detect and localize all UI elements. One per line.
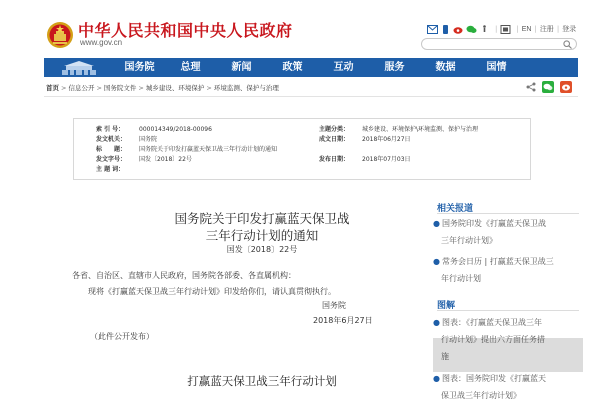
document-number: 国发〔2018〕22号 xyxy=(226,245,298,254)
english-link[interactable]: EN xyxy=(521,25,532,33)
info-row-title xyxy=(96,145,516,155)
mail-icon[interactable] xyxy=(427,25,438,34)
hall-icon xyxy=(44,58,114,77)
nav-interaction[interactable]: 互动 xyxy=(333,62,354,73)
weibo-share-icon[interactable] xyxy=(560,81,572,93)
article-title xyxy=(96,210,428,244)
nav-national-info[interactable]: 国情 xyxy=(486,62,507,73)
wechat-share-icon[interactable] xyxy=(542,81,554,93)
topic-label: 主题分类： xyxy=(319,126,350,133)
graphics-item-1-line1: 图表：《打赢蓝天保卫战三年 xyxy=(441,318,542,327)
site-header xyxy=(0,0,600,52)
info-row-pubdate xyxy=(319,155,529,165)
plan-title: 打赢蓝天保卫战三年行动计划 xyxy=(187,374,337,388)
nav-home-logo[interactable] xyxy=(44,58,114,77)
document-info-table xyxy=(73,118,531,180)
bullet-icon: ● xyxy=(433,318,440,327)
bullet-icon: ● xyxy=(433,374,440,383)
index-value: 000014349/2018-00096 xyxy=(139,126,212,133)
search-box xyxy=(421,38,577,50)
body-paragraph: 现将《打赢蓝天保卫战三年行动计划》印发给你们，请认真贯彻执行。 xyxy=(88,287,336,296)
info-row-docno xyxy=(96,155,296,165)
graphics-item-2[interactable] xyxy=(433,370,581,400)
title-value: 国务院关于印发打赢蓝天保卫战三年行动计划的通知 xyxy=(139,146,278,153)
site-url: www.gov.cn xyxy=(80,38,123,47)
recipients-text: 各省、自治区、直辖市人民政府，国务院各部委、各直属机构： xyxy=(72,271,296,280)
weibo-icon[interactable] xyxy=(453,25,464,34)
wechat-icon[interactable] xyxy=(466,25,477,34)
pubdate-value: 2018年07月03日 xyxy=(362,156,411,163)
site-title[interactable]: 中华人民共和国中央人民政府 xyxy=(78,21,293,40)
graphics-item-1-line2: 行动计划》提出六方面任务措 xyxy=(441,335,545,344)
docno-value: 国发〔2018〕22号 xyxy=(139,156,192,163)
mobile-icon[interactable] xyxy=(440,25,451,34)
breadcrumb-state-council-docs[interactable]: 国务院文件 xyxy=(103,84,137,92)
related-item-1-line1: 国务院印发《打赢蓝天保卫战 xyxy=(441,219,546,228)
graphics-item-1-line3: 施 xyxy=(441,352,449,361)
related-item-1[interactable] xyxy=(433,215,581,249)
public-note: （此件公开发布） xyxy=(90,332,154,341)
breadcrumb: 首页 > 信息公开 > 国务院文件 > 城乡建设、环境保护 > 环境监测、保护与治理 xyxy=(46,84,279,92)
nav-service[interactable]: 服务 xyxy=(384,62,405,73)
date-written-value: 2018年06月27日 xyxy=(362,136,411,143)
login-link[interactable]: 登录 xyxy=(562,26,577,33)
breadcrumb-env-monitoring[interactable]: 环境监测、保护与治理 xyxy=(213,84,279,92)
graphics-item-2-line1: 图表：国务院印发《打赢蓝天 xyxy=(441,374,546,383)
breadcrumb-bar xyxy=(44,79,578,97)
search-icon[interactable] xyxy=(563,40,572,49)
breadcrumb-home[interactable]: 首页 xyxy=(46,84,59,92)
divider xyxy=(437,213,579,214)
info-row-index xyxy=(96,125,296,135)
register-link[interactable]: 注册 xyxy=(539,26,554,33)
related-item-2-line1: 常务会日历 | 打赢蓝天保卫战三 xyxy=(441,257,554,266)
main-nav xyxy=(44,58,578,77)
article-title-line1: 国务院关于印发打赢蓝天保卫战 xyxy=(174,211,350,226)
index-label: 索 引 号： xyxy=(96,126,125,133)
graphics-heading: 图解 xyxy=(437,301,456,311)
related-reports-heading: 相关报道 xyxy=(437,204,474,214)
signer: 国务院 xyxy=(322,301,346,310)
sign-date: 2018年6月27日 xyxy=(313,316,373,325)
title-label: 标 题： xyxy=(96,146,127,153)
search-input[interactable] xyxy=(430,48,560,58)
traditional-chinese-icon[interactable] xyxy=(500,25,511,34)
image-overlay xyxy=(433,338,583,372)
bullet-icon: ● xyxy=(433,219,440,228)
info-row-topic xyxy=(319,125,529,135)
issuer-value: 国务院 xyxy=(139,136,158,143)
breadcrumb-urban-env[interactable]: 城乡建设、环境保护 xyxy=(145,84,205,92)
keyword-label: 主 题 词： xyxy=(96,166,125,173)
graphics-item-2-line2: 保卫战三年行动计划》 xyxy=(441,391,521,400)
nav-state-council[interactable]: 国务院 xyxy=(124,62,155,73)
issuer-label: 发文机关： xyxy=(96,136,127,143)
nav-premier[interactable]: 总理 xyxy=(180,62,201,73)
nav-policy[interactable]: 政策 xyxy=(282,62,303,73)
related-item-1-line2: 三年行动计划》 xyxy=(441,236,497,245)
topic-value: 城乡建设、环境保护\环境监测、保护与治理 xyxy=(362,126,479,133)
nav-news[interactable]: 新闻 xyxy=(231,62,252,73)
national-emblem-icon xyxy=(45,20,75,50)
date-written-label: 成文日期： xyxy=(319,136,350,143)
related-item-2[interactable] xyxy=(433,253,581,287)
article-title-line2: 三年行动计划的通知 xyxy=(205,228,319,243)
info-row-issuer xyxy=(96,135,296,145)
info-row-keywords xyxy=(96,165,296,175)
docno-label: 发文字号： xyxy=(96,156,127,163)
accessibility-icon[interactable] xyxy=(479,25,490,34)
pubdate-label: 发布日期： xyxy=(319,156,350,163)
breadcrumb-info-public[interactable]: 信息公开 xyxy=(68,84,95,92)
divider xyxy=(437,310,579,311)
nav-data[interactable]: 数据 xyxy=(435,62,456,73)
bullet-icon: ● xyxy=(433,257,440,266)
related-item-2-line2: 年行动计划 xyxy=(441,274,481,283)
share-buttons xyxy=(526,81,572,93)
share-icon[interactable] xyxy=(526,82,536,92)
info-row-date-written xyxy=(319,135,529,145)
top-links: | | EN | 注册 | 登录 xyxy=(427,23,576,35)
